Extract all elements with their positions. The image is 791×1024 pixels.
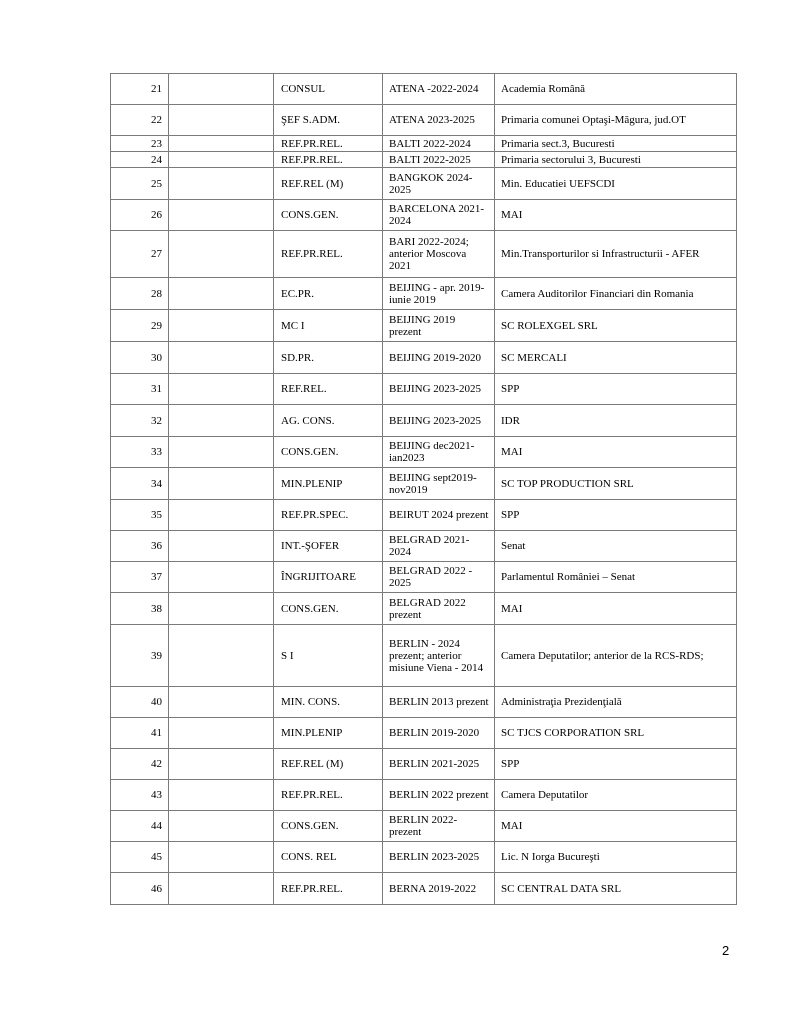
table-row — [111, 231, 737, 278]
row-number: 41 — [111, 718, 169, 749]
row-number: 34 — [111, 468, 169, 500]
table-row — [111, 168, 737, 200]
function-cell: REF.REL (M) — [274, 168, 383, 200]
function-cell: ÎNGRIJITOARE — [274, 562, 383, 593]
origin-cell: SC TJCS CORPORATION SRL — [495, 718, 737, 749]
mission-cell: BERLIN 2019-2020 — [383, 718, 495, 749]
function-cell: MIN.PLENIP — [274, 468, 383, 500]
function-cell: MIN.PLENIP — [274, 718, 383, 749]
function-cell: REF.PR.REL. — [274, 231, 383, 278]
empty-name-cell — [169, 531, 274, 562]
table-row — [111, 842, 737, 873]
row-number: 31 — [111, 374, 169, 405]
function-cell: ŞEF S.ADM. — [274, 105, 383, 136]
mission-cell: BEIJING 2023-2025 — [383, 405, 495, 437]
origin-cell: SC MERCALI — [495, 342, 737, 374]
mission-cell: BEIRUT 2024 prezent — [383, 500, 495, 531]
function-cell: AG. CONS. — [274, 405, 383, 437]
empty-name-cell — [169, 405, 274, 437]
row-number: 38 — [111, 593, 169, 625]
table-row — [111, 405, 737, 437]
table-row — [111, 780, 737, 811]
origin-cell: Academia Română — [495, 74, 737, 105]
empty-name-cell — [169, 873, 274, 905]
row-number: 21 — [111, 74, 169, 105]
origin-cell: Administraţia Prezidenţială — [495, 687, 737, 718]
function-cell: CONS.GEN. — [274, 437, 383, 468]
table-row — [111, 74, 737, 105]
empty-name-cell — [169, 200, 274, 231]
origin-cell: Camera Deputatilor — [495, 780, 737, 811]
origin-cell: SPP — [495, 374, 737, 405]
mission-cell: ATENA -2022-2024 — [383, 74, 495, 105]
row-number: 44 — [111, 811, 169, 842]
origin-cell: SPP — [495, 500, 737, 531]
empty-name-cell — [169, 152, 274, 168]
origin-cell: Camera Deputatilor; anterior de la RCS-RDS; — [495, 625, 737, 687]
empty-name-cell — [169, 749, 274, 780]
row-number: 26 — [111, 200, 169, 231]
page-number: 2 — [722, 943, 730, 958]
empty-name-cell — [169, 342, 274, 374]
personnel-table — [110, 73, 737, 905]
function-cell: SD.PR. — [274, 342, 383, 374]
origin-cell: SPP — [495, 749, 737, 780]
table-row — [111, 625, 737, 687]
origin-cell: SC TOP PRODUCTION SRL — [495, 468, 737, 500]
empty-name-cell — [169, 437, 274, 468]
row-number: 24 — [111, 152, 169, 168]
empty-name-cell — [169, 310, 274, 342]
origin-cell: MAI — [495, 593, 737, 625]
row-number: 37 — [111, 562, 169, 593]
empty-name-cell — [169, 105, 274, 136]
row-number: 42 — [111, 749, 169, 780]
function-cell: MC I — [274, 310, 383, 342]
table-row — [111, 374, 737, 405]
table-row — [111, 200, 737, 231]
empty-name-cell — [169, 780, 274, 811]
empty-name-cell — [169, 500, 274, 531]
table-row — [111, 687, 737, 718]
mission-cell: BEIJING 2019-2020 — [383, 342, 495, 374]
table-row — [111, 278, 737, 310]
table-row — [111, 749, 737, 780]
empty-name-cell — [169, 562, 274, 593]
empty-name-cell — [169, 687, 274, 718]
table-row — [111, 873, 737, 905]
origin-cell: Min. Educatiei UEFSCDI — [495, 168, 737, 200]
origin-cell: Senat — [495, 531, 737, 562]
row-number: 45 — [111, 842, 169, 873]
row-number: 28 — [111, 278, 169, 310]
table-row — [111, 136, 737, 152]
empty-name-cell — [169, 374, 274, 405]
row-number: 22 — [111, 105, 169, 136]
function-cell: CONS.GEN. — [274, 811, 383, 842]
mission-cell: BELGRAD 2022 prezent — [383, 593, 495, 625]
origin-cell: Primaria comunei Optaşi-Măgura, jud.OT — [495, 105, 737, 136]
mission-cell: BEIJING - apr. 2019-iunie 2019 — [383, 278, 495, 310]
mission-cell: BELGRAD 2021-2024 — [383, 531, 495, 562]
origin-cell: IDR — [495, 405, 737, 437]
row-number: 46 — [111, 873, 169, 905]
table-body — [111, 74, 737, 905]
function-cell: REF.PR.REL. — [274, 873, 383, 905]
empty-name-cell — [169, 278, 274, 310]
mission-cell: BALTI 2022-2024 — [383, 136, 495, 152]
origin-cell: Min.Transporturilor si Infrastructurii - AFER — [495, 231, 737, 278]
row-number: 39 — [111, 625, 169, 687]
mission-cell: BELGRAD 2022 - 2025 — [383, 562, 495, 593]
row-number: 43 — [111, 780, 169, 811]
origin-cell: SC ROLEXGEL SRL — [495, 310, 737, 342]
mission-cell: BEIJING 2023-2025 — [383, 374, 495, 405]
function-cell: REF.PR.REL. — [274, 152, 383, 168]
function-cell: S I — [274, 625, 383, 687]
origin-cell: Lic. N Iorga Bucureşti — [495, 842, 737, 873]
origin-cell: Primaria sect.3, Bucuresti — [495, 136, 737, 152]
table-row — [111, 593, 737, 625]
function-cell: EC.PR. — [274, 278, 383, 310]
row-number: 36 — [111, 531, 169, 562]
table-row — [111, 342, 737, 374]
function-cell: REF.PR.REL. — [274, 136, 383, 152]
table-row — [111, 500, 737, 531]
function-cell: CONS.GEN. — [274, 200, 383, 231]
table-row — [111, 562, 737, 593]
mission-cell: BERLIN - 2024 prezent; anterior misiune Viena - 2014 — [383, 625, 495, 687]
origin-cell: MAI — [495, 200, 737, 231]
mission-cell: ATENA 2023-2025 — [383, 105, 495, 136]
table-row — [111, 437, 737, 468]
origin-cell: SC CENTRAL DATA SRL — [495, 873, 737, 905]
table-row — [111, 811, 737, 842]
mission-cell: BARCELONA 2021-2024 — [383, 200, 495, 231]
empty-name-cell — [169, 625, 274, 687]
mission-cell: BEIJING dec2021-ian2023 — [383, 437, 495, 468]
mission-cell: BANGKOK 2024-2025 — [383, 168, 495, 200]
table-row — [111, 152, 737, 168]
origin-cell: Parlamentul României – Senat — [495, 562, 737, 593]
origin-cell: MAI — [495, 437, 737, 468]
mission-cell: BERLIN 2022-prezent — [383, 811, 495, 842]
row-number: 35 — [111, 500, 169, 531]
table-row — [111, 718, 737, 749]
mission-cell: BEIJING 2019 prezent — [383, 310, 495, 342]
function-cell: REF.PR.REL. — [274, 780, 383, 811]
empty-name-cell — [169, 468, 274, 500]
empty-name-cell — [169, 136, 274, 152]
function-cell: REF.REL (M) — [274, 749, 383, 780]
function-cell: CONS. REL — [274, 842, 383, 873]
origin-cell: Primaria sectorului 3, Bucuresti — [495, 152, 737, 168]
empty-name-cell — [169, 231, 274, 278]
mission-cell: BERLIN 2021-2025 — [383, 749, 495, 780]
row-number: 27 — [111, 231, 169, 278]
empty-name-cell — [169, 74, 274, 105]
table-row — [111, 468, 737, 500]
mission-cell: BERLIN 2013 prezent — [383, 687, 495, 718]
mission-cell: BERLIN 2022 prezent — [383, 780, 495, 811]
row-number: 25 — [111, 168, 169, 200]
table-row — [111, 105, 737, 136]
empty-name-cell — [169, 593, 274, 625]
row-number: 33 — [111, 437, 169, 468]
row-number: 30 — [111, 342, 169, 374]
empty-name-cell — [169, 811, 274, 842]
row-number: 32 — [111, 405, 169, 437]
row-number: 40 — [111, 687, 169, 718]
origin-cell: Camera Auditorilor Financiari din Romania — [495, 278, 737, 310]
empty-name-cell — [169, 168, 274, 200]
mission-cell: BERNA 2019-2022 — [383, 873, 495, 905]
function-cell: CONS.GEN. — [274, 593, 383, 625]
table-row — [111, 531, 737, 562]
table-row — [111, 310, 737, 342]
mission-cell: BEIJING sept2019-nov2019 — [383, 468, 495, 500]
origin-cell: MAI — [495, 811, 737, 842]
empty-name-cell — [169, 842, 274, 873]
function-cell: REF.REL. — [274, 374, 383, 405]
empty-name-cell — [169, 718, 274, 749]
function-cell: INT.-ŞOFER — [274, 531, 383, 562]
mission-cell: BERLIN 2023-2025 — [383, 842, 495, 873]
function-cell: REF.PR.SPEC. — [274, 500, 383, 531]
row-number: 23 — [111, 136, 169, 152]
mission-cell: BARI 2022-2024; anterior Moscova 2021 — [383, 231, 495, 278]
mission-cell: BALTI 2022-2025 — [383, 152, 495, 168]
function-cell: CONSUL — [274, 74, 383, 105]
function-cell: MIN. CONS. — [274, 687, 383, 718]
row-number: 29 — [111, 310, 169, 342]
